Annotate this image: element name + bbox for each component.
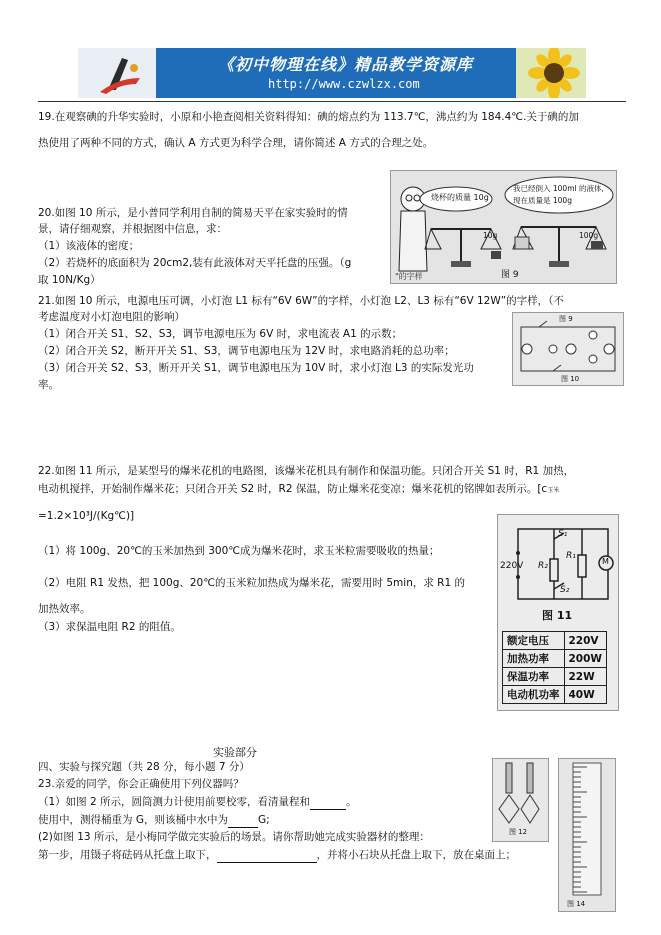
q21-line-4: （2）闭合开关 S2，断开开关 S1、S3，调节电源电压为 12V 时，求电路消耗的总功率； — [38, 345, 455, 357]
q22-corn-subscript: 玉米 — [547, 487, 560, 494]
circuit-label-voltage: 220V — [500, 561, 524, 571]
q21-line-2: 考虑温度对小灯泡电阻的影响） — [38, 311, 185, 323]
q23-line-2-text: （1）如图 2 所示，圆筒测力计使用前要校零，看清量程和 — [38, 796, 311, 808]
figure-9-bubble-1: 烧杯的质量 10g — [431, 193, 489, 202]
nameplate-key: 额定电压 — [503, 632, 565, 650]
q19-line-2: 热使用了两种不同的方式，确认 A 方式更为科学合理，请你简述 A 方式的合理之处。 — [38, 137, 434, 149]
nameplate-key: 加热功率 — [503, 650, 565, 668]
nameplate-value: 220V — [564, 632, 607, 650]
q22-line-6: 加热效率。 — [38, 603, 91, 615]
q20-line-4: （2）若烧杯的底面积为 20cm2,装有此液体对天平托盘的压强。（g — [38, 257, 352, 269]
q23-line-3 — [38, 813, 270, 828]
q23-line-5-end: ，并将小石块从托盘上取下，放在桌面上； — [316, 849, 516, 861]
nameplate-value: 22W — [564, 668, 607, 686]
blank-range[interactable] — [310, 809, 346, 810]
site-logo — [78, 48, 156, 98]
q23-line-2 — [38, 795, 357, 810]
nameplate-row — [503, 632, 607, 650]
nameplate-key: 保温功率 — [503, 668, 565, 686]
sunflower-image — [516, 48, 586, 98]
circuit-label-r1: R₁ — [566, 551, 576, 561]
figure-10-top-label: 图 9 — [559, 315, 573, 323]
q23-line-2-end: 。 — [346, 796, 357, 808]
section-heading: 四、实验与探究题（共 28 分，每小题 7 分） — [38, 761, 250, 773]
figure-12-spring-scale — [492, 758, 549, 842]
q22-line-1: 22.如图 11 所示，是某型号的爆米花机的电路图，该爆米花机具有制作和保温功能。只闭合开关 S1 时，R1 加热， — [38, 465, 575, 477]
figure-14-ruler — [558, 758, 616, 912]
blank-step-one[interactable] — [217, 862, 317, 863]
figure-10-circuit — [512, 312, 624, 386]
banner-url[interactable]: http://www.czwlzx.com — [268, 77, 420, 91]
circuit-label-motor: M — [602, 557, 609, 566]
figure-14-label: 图 14 — [567, 900, 586, 908]
circuit-label-r2: R₂ — [538, 561, 548, 571]
q22-line-2 — [38, 482, 559, 498]
q21-line-1: 21.如图 10 所示，电源电压可调，小灯泡 L1 标有“6V 6W”的字样，小灯泡 L2、L3 标有“6V 12W”的字样，（不 — [38, 295, 564, 307]
nameplate-row — [503, 650, 607, 668]
q23-line-1: 23.亲爱的同学，你会正确使用下列仪器吗？ — [38, 778, 244, 790]
figure-10-label: 图 10 — [561, 375, 580, 383]
nameplate-value: 40W — [564, 686, 607, 704]
circuit-label-s1: S₁ — [558, 529, 568, 539]
q22-line-2-text: 电动机搅拌，开始制作爆米花；只闭合开关 S2 时，R2 保温，防止爆米花变凉；爆米花机的铭牌如表所示。[c — [38, 483, 548, 495]
q22-line-3: =1.2×10³J/(Kg℃)] — [38, 510, 135, 522]
q23-line-4: (2)如图 13 所示，是小梅同学做完实验后的场景。请你帮助她完成实验器材的整理： — [38, 831, 430, 843]
q20-line-5: 取 10N/Kg） — [38, 274, 101, 286]
header-rule — [38, 101, 626, 102]
q21-line-5: （3）闭合开关 S2、S3，断开开关 S1，调节电源电压为 10V 时，求小灯泡 L3 的实际发光功 — [38, 362, 474, 374]
figure-12-label: 图 12 — [509, 828, 528, 836]
q22-line-4: （1）将 100g、20℃的玉米加热到 300℃成为爆米花时，求玉米粒需要吸收的热量； — [38, 545, 440, 557]
figure-9-cut-text: "的字样 — [395, 272, 423, 281]
q23-line-3-end: G; — [257, 814, 270, 826]
q19-line-1: 19.在观察碘的升华实验时，小原和小艳查阅相关资料得知：碘的熔点约为 113.7℃，沸点约为 184.4℃.关于碘的加 — [38, 111, 579, 123]
figure-9-weight-1: 10g — [483, 231, 498, 240]
q23-line-3-text: 使用中，测得桶重为 G，则该桶中水中为 — [38, 814, 228, 826]
nameplate-value: 200W — [564, 650, 607, 668]
nameplate-table — [502, 631, 607, 704]
q20-line-3: （1）该液体的密度； — [38, 240, 140, 252]
figure-9-weight-2: 100g — [579, 231, 599, 240]
nameplate-key: 电动机功率 — [503, 686, 565, 704]
q21-line-3: （1）闭合开关 S1、S2、S3，调节电源电压为 6V 时，求电流表 A1 的示数； — [38, 328, 403, 340]
q20-line-1: 20.如图 10 所示，是小普同学利用自制的简易天平在家实验时的情 — [38, 207, 348, 219]
q23-line-5-text: 第一步，用镊子将砝码从托盘上取下， — [38, 849, 217, 861]
figure-9-bubble-2a: 我已经倒入 100ml 的液体, — [513, 184, 604, 193]
circuit-label-s2: S₂ — [560, 585, 570, 595]
banner-title: 《初中物理在线》精品教学资源库 — [218, 55, 474, 74]
section-title: 实验部分 — [213, 746, 257, 759]
figure-9-bubble-2b: 现在质量是 100g — [513, 196, 572, 205]
figure-11-circuit-and-table — [497, 514, 619, 711]
q23-line-5 — [38, 848, 516, 863]
figure-11-label: 图 11 — [542, 609, 573, 622]
header-banner — [78, 48, 586, 98]
nameplate-row — [503, 686, 607, 704]
nameplate-row — [503, 668, 607, 686]
q21-line-6: 率。 — [38, 379, 59, 391]
q22-line-5: （2）电阻 R1 发热，把 100g、20℃的玉米粒加热成为爆米花，需要用时 5min，求 R1 的 — [38, 577, 465, 589]
q22-line-7: （3）求保温电阻 R2 的阻值。 — [38, 621, 181, 633]
q20-line-2: 景，请仔细观察，并根据图中信息，求： — [38, 223, 227, 235]
blank-water-weight[interactable] — [228, 827, 258, 828]
figure-9-label: 图 9 — [501, 270, 519, 280]
figure-9-balance-cartoon — [390, 170, 617, 284]
